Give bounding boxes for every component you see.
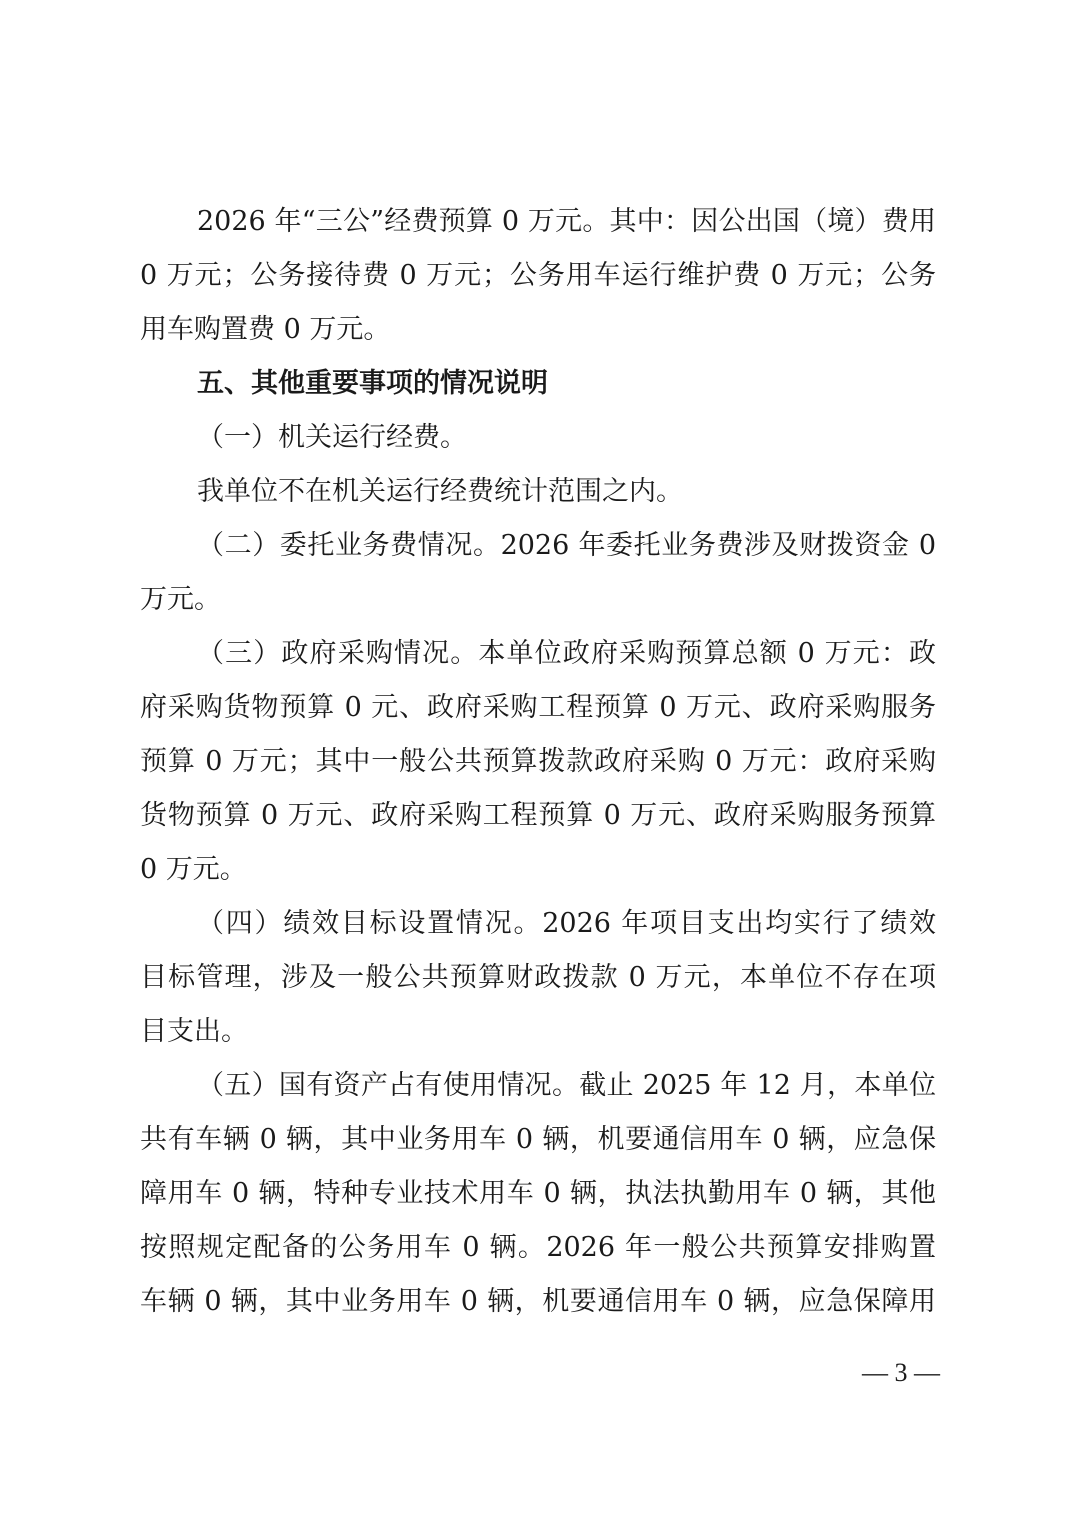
text-line: 我单位不在机关运行经费统计范围之内。 bbox=[197, 476, 683, 507]
paragraph-performance-goals bbox=[140, 897, 936, 1059]
text-line: 0 万元；公务接待费 0 万元；公务用车运行维护费 0 万元；公务 bbox=[140, 260, 936, 291]
text-line: 货物预算 0 万元、政府采购工程预算 0 万元、政府采购服务预算 bbox=[140, 800, 936, 831]
text-line: 0 万元。 bbox=[140, 854, 247, 885]
text-line: 2026 年“三公”经费预算 0 万元。其中：因公出国（境）费用 bbox=[197, 206, 936, 237]
text-line: 用车购置费 0 万元。 bbox=[140, 314, 391, 345]
text-line: （二）委托业务费情况。2026 年委托业务费涉及财拨资金 0 bbox=[197, 530, 936, 561]
subsection-heading: （一）机关运行经费。 bbox=[197, 422, 467, 453]
text-line: 共有车辆 0 辆，其中业务用车 0 辆，机要通信用车 0 辆，应急保 bbox=[140, 1124, 936, 1155]
text-line: 车辆 0 辆，其中业务用车 0 辆，机要通信用车 0 辆，应急保障用 bbox=[140, 1286, 936, 1317]
text-line: 目标管理，涉及一般公共预算财政拨款 0 万元，本单位不存在项 bbox=[140, 962, 936, 993]
text-line: 预算 0 万元；其中一般公共预算拨款政府采购 0 万元：政府采购 bbox=[140, 746, 936, 777]
paragraph-commission-fees bbox=[140, 519, 936, 627]
paragraph-three-public-budget bbox=[140, 195, 936, 357]
text-line: 目支出。 bbox=[140, 1016, 248, 1047]
text-line: （四）绩效目标设置情况。2026 年项目支出均实行了绩效 bbox=[197, 908, 936, 939]
text-line: （三）政府采购情况。本单位政府采购预算总额 0 万元：政 bbox=[197, 638, 936, 669]
paragraph-procurement bbox=[140, 627, 936, 897]
text-line: （五）国有资产占有使用情况。截止 2025 年 12 月，本单位 bbox=[197, 1070, 936, 1101]
paragraph-state-assets bbox=[140, 1059, 936, 1329]
text-line: 障用车 0 辆，特种专业技术用车 0 辆，执法执勤用车 0 辆，其他 bbox=[140, 1178, 936, 1209]
document-body bbox=[140, 195, 936, 1329]
section-heading: 五、其他重要事项的情况说明 bbox=[197, 368, 548, 399]
text-line: 府采购货物预算 0 元、政府采购工程预算 0 万元、政府采购服务 bbox=[140, 692, 936, 723]
page-number: — 3 — bbox=[862, 1358, 940, 1387]
text-line: 万元。 bbox=[140, 584, 221, 615]
text-line: 按照规定配备的公务用车 0 辆。2026 年一般公共预算安排购置 bbox=[140, 1232, 936, 1263]
